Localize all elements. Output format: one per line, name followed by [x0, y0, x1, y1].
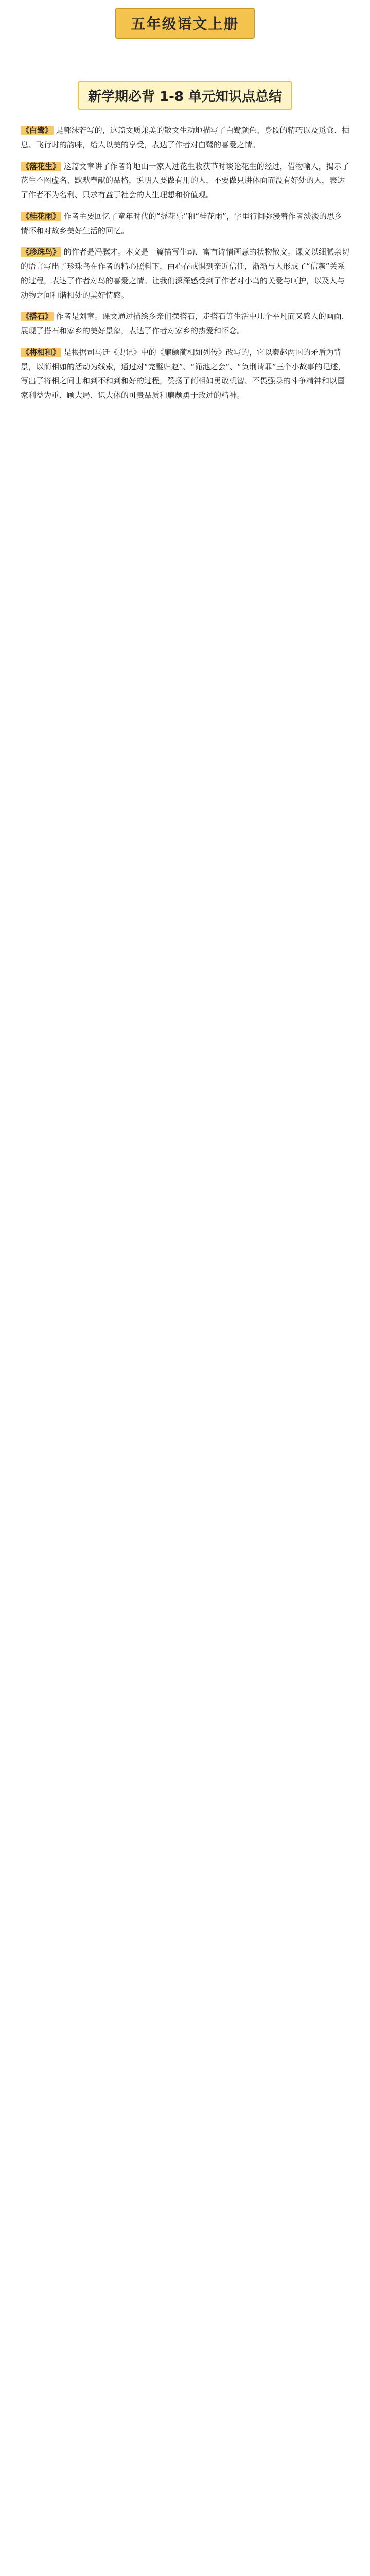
section-1 — [21, 124, 349, 410]
paragraph — [21, 124, 349, 152]
paragraph-text: 的作者是冯骥才。本文是一篇描写生动、富有诗情画意的状物散文。课文以细腻亲切的语言写出了珍珠鸟在作者的精心照料下，由心存戒惧到亲近信任，渐渐与人形成了“信赖”关系的过程，表达了作者对鸟的喜爱之情。让我们深深感受到了作者对小鸟的关爱与呵护，以及人与动物之间和谐相处的美好情感。 — [21, 247, 349, 300]
page-title: 五年级语文上册 — [115, 8, 254, 39]
book-title: 《将相和》 — [22, 347, 61, 357]
book-title: 《搭石》 — [22, 312, 53, 321]
paragraph-text: 是郭沫若写的，这篇文质兼美的散文生动地描写了白鹭颜色、身段的精巧以及觅食、栖息、飞行时的韵味，给人以美的享受，表达了作者对白鹭的喜爱之情。 — [21, 126, 349, 149]
paragraph-text: 作者是刘章。课文通过描绘乡亲们摆搭石，走搭石等生活中几个平凡而又感人的画面，展现了搭石和家乡的美好景象，表达了作者对家乡的热爱和怀念。 — [21, 312, 349, 335]
paragraph — [21, 160, 349, 202]
subtitle-wrap — [0, 77, 370, 113]
book-title: 《珍珠鸟》 — [22, 247, 61, 257]
book-title: 《落花生》 — [22, 161, 61, 171]
paragraph — [21, 210, 349, 239]
paragraph-text: 作者主要回忆了童年时代的“摇花乐”和“桂花雨”，字里行间弥漫着作者淡淡的思乡情怀和对故乡美好生活的回忆。 — [21, 211, 342, 235]
paragraph-text: 是根据司马迁《史记》中的《廉颇蔺相如列传》改写的，它以秦赵两国的矛盾为背景，以蔺相如的活动为线索，通过对“完璧归赵”、“渑池之会”、“负荆请罪”三个小故事的记述，写出了将相之间由和到不和到和好的过程，赞扬了蔺相如勇敢机智、不畏强暴的斗争精神和以国家利益为重、顾大局、识大体的可贵品质和廉颇勇于改过的精神。 — [21, 347, 346, 400]
paragraph — [21, 310, 349, 338]
paragraph — [21, 346, 349, 403]
paragraph — [21, 245, 349, 302]
book-title: 《桂花雨》 — [22, 211, 61, 221]
paragraph-text: 这篇文章讲了作者许地山一家人过花生收获节时谈论花生的经过，借物喻人，揭示了花生不图虚名、默默奉献的品格，说明人要做有用的人，不要做只讲体面而没有好处的人，表达了作者不为名利、只求有益于社会的人生理想和价值观。 — [21, 161, 349, 199]
title-bar — [0, 0, 370, 46]
page-subtitle: 新学期必背 1-8 单元知识点总结 — [78, 81, 292, 110]
book-title: 《白鹭》 — [22, 126, 53, 135]
